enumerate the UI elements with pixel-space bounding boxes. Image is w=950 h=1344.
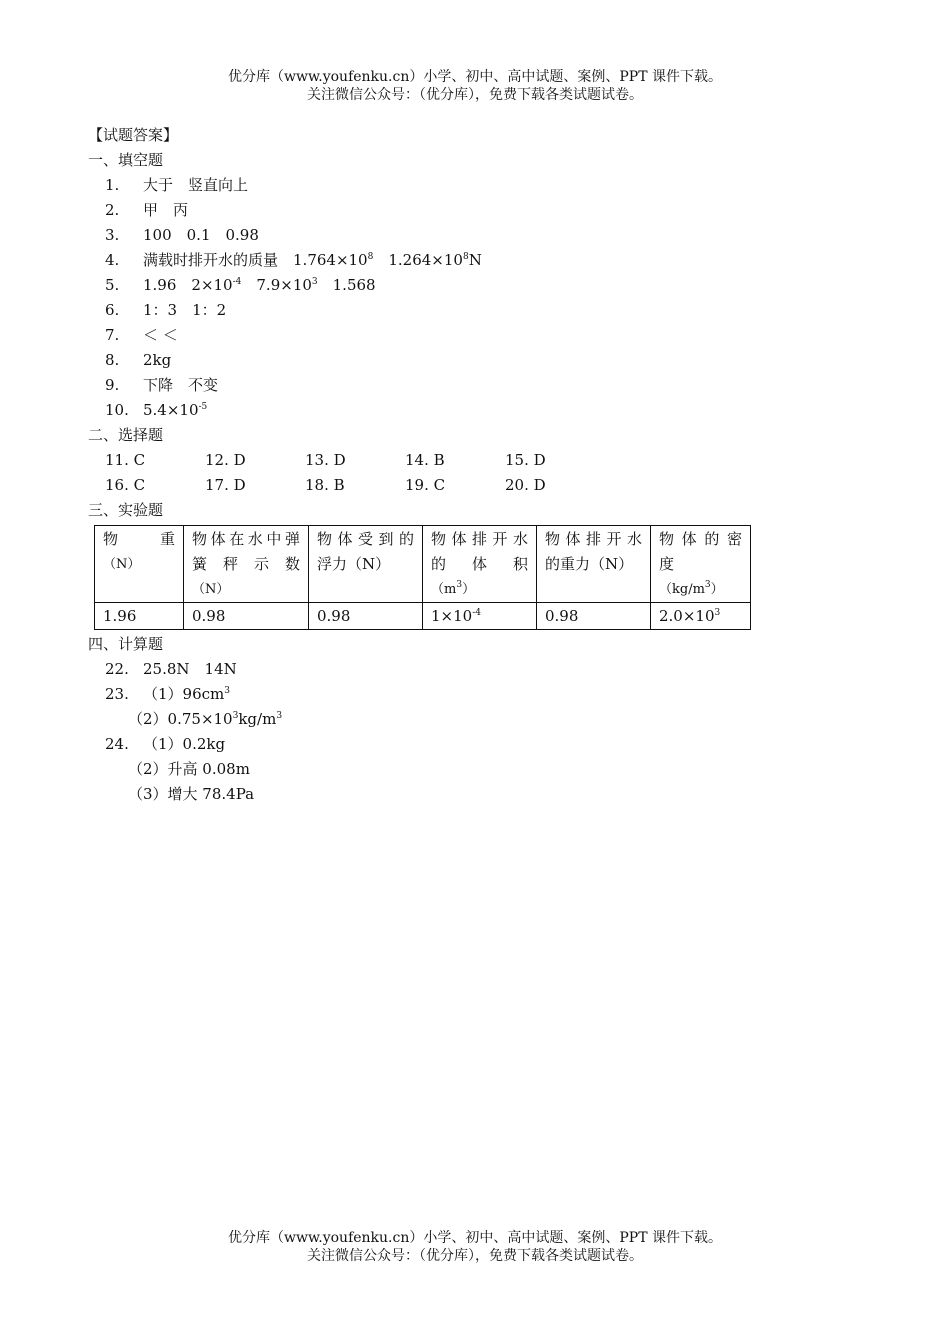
header-line-1: 优分库（www.youfenku.cn）小学、初中、高中试题、案例、PPT 课件下载。 <box>227 69 722 85</box>
table-cell: $2.0\times 10^3$ <box>651 603 751 630</box>
fill-item: 3. 100 0.1 0.98 <box>105 226 259 244</box>
table-cell: 0.98 <box>184 603 309 630</box>
choice-row <box>105 473 751 498</box>
choice-answer: 16. C <box>105 476 146 494</box>
section-experiment-heading: 三、实验题 <box>88 501 164 519</box>
table-header-row <box>95 526 751 603</box>
table-header-cell: 物 重 （N） <box>95 526 184 603</box>
table-cell: 0.98 <box>537 603 651 630</box>
calc-item-23-part: $(2)0.75\times 10^3kg/m^3$ <box>128 710 283 728</box>
table-header-cell: 物体排开水 的重力（N） <box>537 526 651 603</box>
footer-line-1: 优分库（www.youfenku.cn）小学、初中、高中试题、案例、PPT 课件下载。 <box>227 1230 722 1246</box>
calc-item-24: 24. （1）0.2kg <box>105 735 226 753</box>
answer-content <box>88 123 751 807</box>
choice-answer: 13. D <box>305 451 346 469</box>
table-cell: 0.98 <box>309 603 423 630</box>
fill-item: 8. 2kg <box>105 351 172 369</box>
table-header-cell: 物体排开水 的 体 积 $(m^3)$ <box>423 526 537 603</box>
table-header-cell: 物体在水中弹 簧 秤 示 数 （N） <box>184 526 309 603</box>
choice-answer: 20. D <box>505 476 546 494</box>
choice-answer: 14. B <box>405 451 445 469</box>
choice-answer: 12. D <box>205 451 246 469</box>
page-footer <box>0 1229 950 1265</box>
fill-item: 1. 大于 竖直向上 <box>105 176 249 194</box>
table-cell: 1.96 <box>95 603 184 630</box>
choice-answer: 15. D <box>505 451 546 469</box>
calc-item-24-part: （3）增大 78.4Pa <box>128 785 255 803</box>
section-calc-heading: 四、计算题 <box>88 635 164 653</box>
fill-item: 10. $5.4\times 10^{-5}$ <box>105 401 208 419</box>
fill-item: 6. 1：3 1：2 <box>105 301 227 319</box>
fill-item: 5. 1.96 $2\times 10^{-4}$ $7.9\times 10^3$ 1.568 <box>105 276 376 294</box>
calc-item-22: 22. 25.8N 14N <box>105 660 237 678</box>
calc-item-23: 23. $(1)96cm^3$ <box>105 685 230 703</box>
table-header-cell: 物 体 的 密 度 $(kg/m^3)$ <box>651 526 751 603</box>
table-header-cell: 物体受到的 浮力（N） <box>309 526 423 603</box>
header-line-2: 关注微信公众号：（优分库），免费下载各类试题试卷。 <box>307 87 643 103</box>
choice-answer: 11. C <box>105 451 146 469</box>
choice-answer: 19. C <box>405 476 446 494</box>
table-cell: $1\times 10^{-4}$ <box>423 603 537 630</box>
fill-item: 9. 下降 不变 <box>105 376 219 394</box>
answer-title: 【试题答案】 <box>88 126 179 144</box>
fill-item: 4. 满载时排开水的质量 $1.764\times 10^8$ $1.264\times 10^8N$ <box>105 251 482 269</box>
choice-answer: 18. B <box>305 476 345 494</box>
choice-row <box>105 448 751 473</box>
experiment-table <box>94 525 751 630</box>
choice-answer: 17. D <box>205 476 246 494</box>
table-row <box>95 603 751 630</box>
footer-line-2: 关注微信公众号：（优分库），免费下载各类试题试卷。 <box>307 1248 643 1264</box>
section-fill-heading: 一、填空题 <box>88 151 164 169</box>
fill-item: 2. 甲 丙 <box>105 201 189 219</box>
calc-item-24-part: （2）升高 0.08m <box>128 760 250 778</box>
fill-item: 7. ＜ ＜ <box>105 326 178 344</box>
section-choice-heading: 二、选择题 <box>88 426 164 444</box>
page-header <box>0 68 950 104</box>
